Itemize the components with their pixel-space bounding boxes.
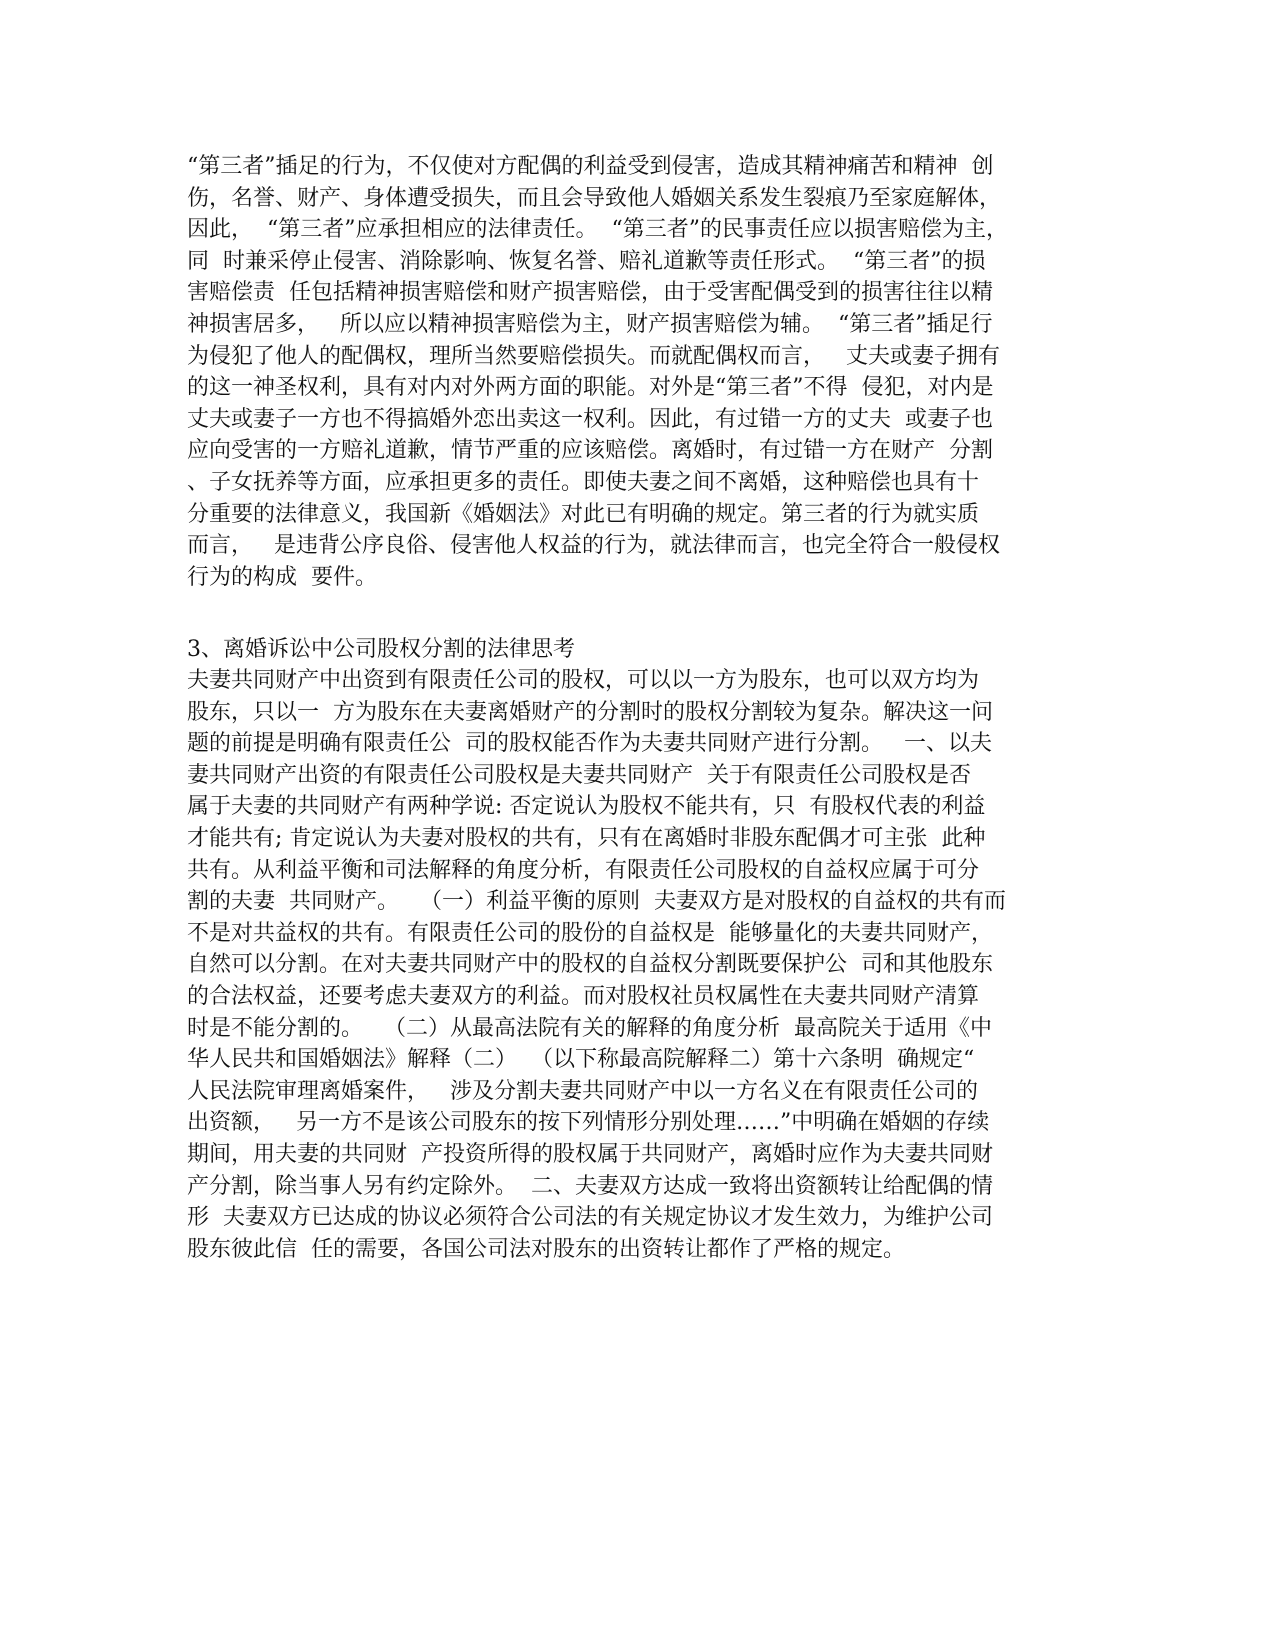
text-line: 的合法权益，还要考虑夫妻双方的利益。而对股权社员权属性在夫妻共同财产清算 — [187, 983, 980, 1009]
text-line: 行为的构成 要件。 — [187, 564, 377, 590]
text-line: 形 夫妻双方已达成的协议必须符合公司法的有关规定协议才发生效力，为维护公司 — [187, 1205, 993, 1231]
text-line: 股东彼此信 任的需要，各国公司法对股东的出资转让都作了严格的规定。 — [187, 1236, 905, 1262]
text-line: 题的前提是明确有限责任公 司的股权能否作为夫妻共同财产进行分割。 一、以夫 — [187, 731, 992, 757]
paragraph-equity-division — [187, 665, 1087, 1265]
text-line: 而言， 是违背公序良俗、侵害他人权益的行为，就法律而言，也完全符合一般侵权 — [187, 533, 1000, 559]
text-line: 害赔偿责 任包括精神损害赔偿和财产损害赔偿，由于受害配偶受到的损害往往以精 — [187, 280, 993, 306]
text-line: 产分割，除当事人另有约定除外。 二、夫妻双方达成一致将出资额转让给配偶的情 — [187, 1173, 993, 1199]
text-line: 、子女抚养等方面，应承担更多的责任。即使夫妻之间不离婚，这种赔偿也具有十 — [187, 469, 980, 495]
text-line: 分重要的法律意义，我国新《婚姻法》对此已有明确的规定。第三者的行为就实质 — [187, 501, 980, 527]
text-line: 共有。从利益平衡和司法解释的角度分析，有限责任公司股权的自益权应属于可分 — [187, 857, 980, 883]
text-line: 的这一神圣权利，具有对内对外两方面的职能。对外是“第三者”不得 侵犯，对内是 — [187, 375, 994, 401]
text-line: 人民法院审理离婚案件， 涉及分割夫妻共同财产中以一方名义在有限责任公司的 — [187, 1078, 978, 1104]
text-line: 妻共同财产出资的有限责任公司股权是夫妻共同财产 关于有限责任公司股权是否 — [187, 762, 971, 788]
text-line: 华人民共和国婚姻法》解释（二） （以下称最高院解释二）第十六条明 确规定“ — [187, 1047, 975, 1073]
text-line: 应向受害的一方赔礼道歉，情节严重的应该赔偿。离婚时，有过错一方在财产 分割 — [187, 438, 993, 464]
text-line: 丈夫或妻子一方也不得搞婚外恋出卖这一权利。因此，有过错一方的丈夫 或妻子也 — [187, 406, 993, 432]
text-line: 才能共有; 肯定说认为夫妻对股权的共有，只有在离婚时非股东配偶才可主张 此种 — [187, 825, 986, 851]
text-line: 割的夫妻 共同财产。 （一）利益平衡的原则 夫妻双方是对股权的自益权的共有而 — [187, 889, 1006, 915]
text-line: 自然可以分割。在对夫妻共同财产中的股权的自益权分割既要保护公 司和其他股东 — [187, 952, 993, 978]
paragraph-third-party-liability — [187, 151, 1087, 593]
text-line: 期间，用夫妻的共同财 产投资所得的股权属于共同财产，离婚时应作为夫妻共同财 — [187, 1141, 993, 1167]
text-line: 神损害居多， 所以应以精神损害赔偿为主，财产损害赔偿为辅。 “第三者”插足行 — [187, 311, 993, 337]
text-line: 出资额， 另一方不是该公司股东的按下列情形分别处理……”中明确在婚姻的存续 — [187, 1110, 990, 1136]
text-line: 股东，只以一 方为股东在夫妻离婚财产的分割时的股权分割较为复杂。解决这一问 — [187, 699, 993, 725]
text-line: 夫妻共同财产中出资到有限责任公司的股权，可以以一方为股东，也可以双方均为 — [187, 668, 980, 693]
text-line: 不是对共益权的共有。有限责任公司的股份的自益权是 能够量化的夫妻共同财产， — [187, 920, 993, 946]
text-line: “第三者”插足的行为，不仅使对方配偶的利益受到侵害，造成其精神痛苦和精神 创 — [187, 154, 994, 179]
text-line: 伤，名誉、财产、身体遭受损失，而且会导致他人婚姻关系发生裂痕乃至家庭解体， — [187, 185, 1002, 211]
text-line: 属于夫妻的共同财产有两种学说: 否定说认为股权不能共有，只 有股权代表的利益 — [187, 794, 986, 820]
text-line: 因此， “第三者”应承担相应的法律责任。 “第三者”的民事责任应以损害赔偿为主， — [187, 217, 1008, 243]
section-heading — [187, 634, 1087, 666]
section-heading-text: 3、离婚诉讼中公司股权分割的法律思考 — [187, 637, 575, 662]
text-line: 为侵犯了他人的配偶权，理所当然要赔偿损失。而就配偶权而言， 丈夫或妻子拥有 — [187, 343, 1000, 369]
text-line: 同 时兼采停止侵害、消除影响、恢复名誉、赔礼道歉等责任形式。 “第三者”的损 — [187, 248, 986, 274]
text-line: 时是不能分割的。 （二）从最高法院有关的解释的角度分析 最高院关于适用《中 — [187, 1015, 992, 1041]
